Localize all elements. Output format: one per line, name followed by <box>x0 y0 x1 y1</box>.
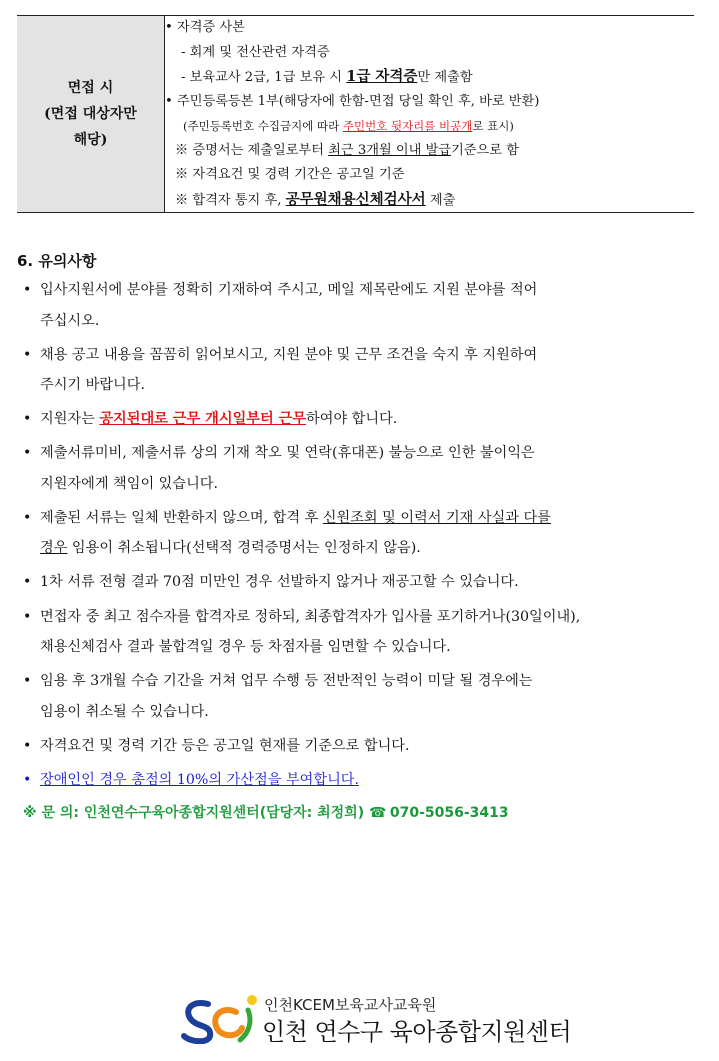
note-mark: ※ <box>175 192 189 208</box>
label-line-1: 면접 시 <box>67 80 114 96</box>
note-line <box>40 503 703 534</box>
bullet-mark: • <box>165 93 173 109</box>
note-item <box>23 731 703 762</box>
submission-documents-table <box>17 15 694 213</box>
logo-title: 인천 연수구 육아종합지원센터 <box>262 1018 572 1046</box>
note-line: 면접자 중 최고 점수자를 합격자로 정하되, 최종합격자가 입사를 포기하거나(30일이내), <box>40 608 581 625</box>
note-line: 자격요건 및 경력 기간 등은 공고일 현재를 기준으로 합니다. <box>40 737 410 754</box>
doc-note-health-check <box>165 188 694 213</box>
note-line: 임용 후 3개월 수습 기간을 거쳐 업무 수행 등 전반적인 능력이 미달 될 경우에는 <box>40 673 533 690</box>
bullet-mark: • <box>23 445 32 462</box>
doc-note-issue-date <box>165 139 694 164</box>
contact-text: ※ 문 의: 인천연수구육아종합지원센터(담당자: 최정희) <box>23 805 365 821</box>
contact-info <box>23 802 509 822</box>
note-item <box>23 503 703 564</box>
label-line-3: 해당) <box>73 132 108 148</box>
bullet-mark: • <box>23 411 32 428</box>
note-text-end: 로 표시) <box>472 119 514 133</box>
label-line-2: (면접 대상자만 <box>44 106 137 122</box>
disability-bonus-note: 장애인인 경우 총점의 10%의 가산점을 부여합니다. <box>40 771 359 788</box>
contact-phone: 070-5056-3413 <box>389 805 509 821</box>
doc-item-text: 자격증 사본 <box>176 20 245 35</box>
note-line: 주십시오. <box>40 312 100 329</box>
bullet-mark: • <box>23 509 32 526</box>
doc-item-text: 주민등록등본 1부(해당자에 한함-면접 당일 확인 후, 바로 반환) <box>176 93 540 109</box>
interview-label-cell <box>17 16 165 213</box>
bullet-mark: • <box>165 20 173 35</box>
note-item <box>23 275 703 336</box>
note-line <box>40 533 703 564</box>
note-line: 주시기 바랍니다. <box>40 377 145 394</box>
note-line: 지원자에게 책임이 있습니다. <box>40 475 218 492</box>
start-date-highlight: 공지된대로 근무 개시일부터 근무 <box>99 411 307 428</box>
note-text: (주민등록번호 수집금지에 따라 <box>183 119 343 133</box>
note-line: 임용이 취소될 수 있습니다. <box>40 703 209 720</box>
health-check-highlight: 공무원채용신체검사서 <box>285 190 426 208</box>
privacy-highlight: 주민번호 뒷자리를 비공개 <box>342 119 473 133</box>
section-title-notes: 6. 유의사항 <box>17 252 97 270</box>
note-line: 1차 서류 전형 결과 70점 미만인 경우 선발하지 않거나 재공고할 수 있습니다. <box>40 574 519 591</box>
bullet-mark: • <box>23 737 32 754</box>
note-text: 합격자 통지 후, <box>192 192 286 208</box>
background-check-highlight-end: 경우 <box>40 540 68 557</box>
logo-mark-icon <box>178 992 260 1044</box>
notes-list <box>23 275 703 799</box>
note-text: 임용이 취소됩니다(선택적 경력증명서는 인정하지 않음). <box>67 540 421 557</box>
center-logo <box>178 990 572 1046</box>
doc-subitem-teacher-cert <box>165 65 694 90</box>
note-mark: ※ <box>175 142 189 158</box>
doc-note-qualification <box>165 163 694 188</box>
note-item <box>23 340 703 401</box>
doc-subitem-accounting: - 회계 및 전산관련 자격증 <box>181 44 330 60</box>
note-line: 채용 공고 내용을 꼼꼼히 읽어보시고, 지원 분야 및 근무 조건을 숙지 후 지원하여 <box>40 346 538 363</box>
note-text-end: 제출 <box>425 192 456 208</box>
emphasis-text: 1급 자격증 <box>346 68 418 85</box>
bullet-mark: • <box>23 673 32 690</box>
note-text: 자격요건 및 경력 기간은 공고일 기준 <box>192 167 405 182</box>
doc-subitem-text: - 보육교사 2급, 1급 보유 시 <box>181 70 347 85</box>
phone-icon: ☎ <box>368 805 387 821</box>
note-text: 제출된 서류는 일체 반환하지 않으며, 합격 후 <box>40 509 323 526</box>
note-text-end: 기준으로 함 <box>451 142 519 158</box>
issue-date-highlight: 최근 3개월 이내 발급 <box>328 142 452 158</box>
doc-subitem-text-end: 만 제출함 <box>417 70 473 85</box>
note-item <box>23 765 703 796</box>
note-item <box>23 666 703 727</box>
note-line <box>40 404 703 435</box>
note-text-end: 하여야 합니다. <box>306 411 398 428</box>
bullet-mark: • <box>23 608 32 625</box>
note-line: 입사지원서에 분야를 정확히 기재하여 주시고, 메일 제목란에도 지원 분야를 적어 <box>40 282 538 298</box>
note-text: 지원자는 <box>40 411 100 428</box>
note-line: 제출서류미비, 제출서류 상의 기재 착오 및 연락(휴대폰) 불능으로 인한 불이익은 <box>40 445 535 462</box>
bullet-mark: • <box>23 771 32 788</box>
note-item <box>23 438 703 499</box>
background-check-highlight: 신원조회 및 이력서 기재 사실과 다를 <box>322 509 551 526</box>
doc-note-privacy <box>165 114 694 139</box>
logo-subtitle: 인천KCEM보육교사교육원 <box>264 996 437 1014</box>
bullet-mark: • <box>23 346 32 363</box>
note-mark: ※ <box>175 167 189 182</box>
doc-item-certificate <box>165 16 694 41</box>
note-item <box>23 404 703 435</box>
note-line: 채용신체검사 결과 불합격일 경우 등 차점자를 임면할 수 있습니다. <box>40 639 451 656</box>
note-text: 증명서는 제출일로부터 <box>192 142 329 158</box>
bullet-mark: • <box>23 282 32 298</box>
note-item <box>23 567 703 598</box>
interview-documents-cell <box>165 16 695 213</box>
note-item <box>23 602 703 663</box>
bullet-mark: • <box>23 574 32 591</box>
doc-item-resident-registration <box>165 90 694 115</box>
